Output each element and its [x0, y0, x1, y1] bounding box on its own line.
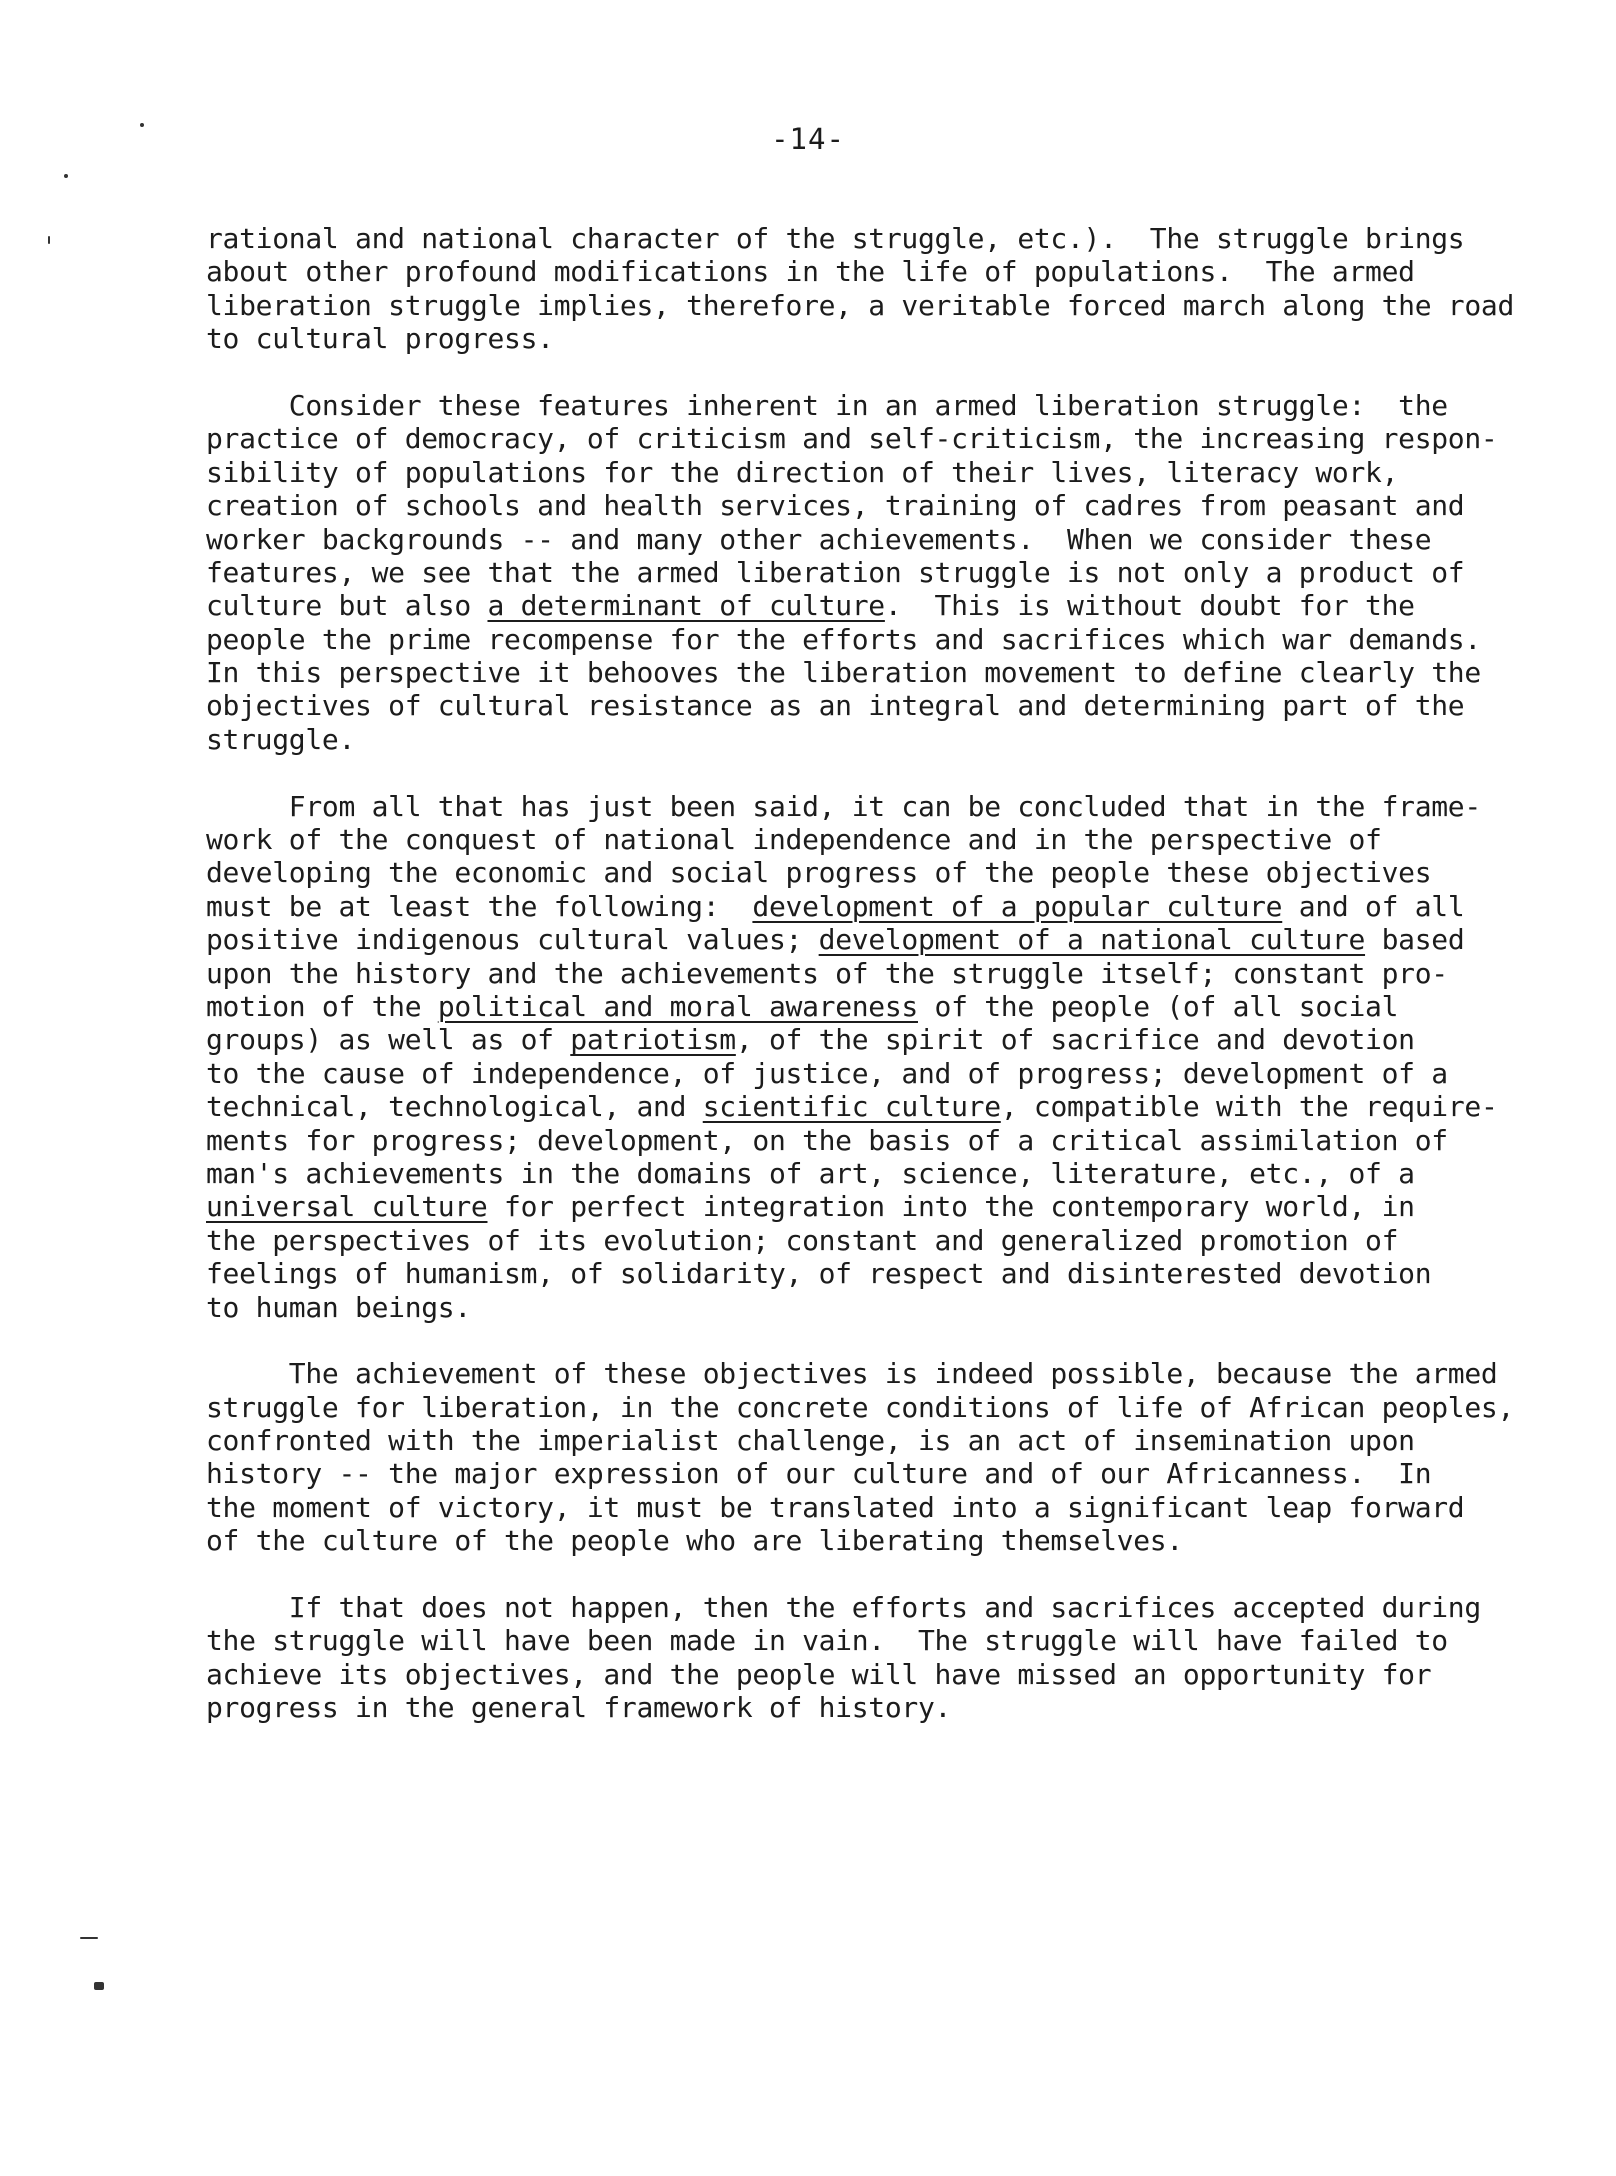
page-number: -14- [771, 122, 845, 156]
text-line: rational and national character of the struggle, etc.). The struggle brings [206, 222, 1465, 255]
text-line: people the prime recompense for the efforts and sacrifices which war demands. [206, 622, 1481, 656]
scan-speck [48, 236, 50, 244]
text-line: In this perspective it behooves the liberation movement to define clearly the [206, 656, 1481, 690]
scan-speck [94, 1982, 104, 1990]
text-line: to the cause of independence, of justice, and of progress; development of a [206, 1056, 1448, 1090]
text-line: liberation struggle implies, therefore, a veritable forced march along the road [206, 288, 1515, 322]
text-line [206, 1023, 1566, 1056]
text-line: to cultural progress. [206, 322, 554, 356]
text-line: sibility of populations for the direction of their lives, literacy work, [206, 455, 1399, 489]
text-line: If that does not happen, then the efforts and sacrifices accepted during [206, 1591, 1481, 1625]
text-line: Consider these features inherent in an armed liberation struggle: the [206, 388, 1448, 422]
underlined-phrase: universal culture [206, 1190, 488, 1224]
text-line: objectives of cultural resistance as an integral and determining part of the [206, 689, 1465, 723]
text-run: , of the spirit of sacrifice and devotion [735, 1023, 1415, 1057]
underlined-phrase: development of a popular culture [752, 889, 1283, 923]
text-line: to human beings. [206, 1290, 471, 1324]
underlined-phrase: development of a national culture [818, 923, 1366, 957]
paragraph [206, 222, 1566, 356]
paragraph [206, 389, 1566, 756]
text-line: man's achievements in the domains of art, science, literature, etc., of a [206, 1156, 1415, 1190]
text-line [206, 923, 1566, 956]
text-line: upon the history and the achievements of the struggle itself; constant pro- [206, 956, 1448, 990]
text-line: confronted with the imperialist challenge, is an act of insemination upon [206, 1424, 1415, 1458]
text-run: technical, technological, and [206, 1090, 703, 1124]
text-line: developing the economic and social progress of the people these objectives [206, 856, 1432, 890]
text-run: must be at least the following: [206, 889, 753, 923]
text-run: for perfect integration into the contemporary world, in [487, 1190, 1415, 1224]
underlined-phrase: patriotism [570, 1023, 736, 1057]
text-line: the struggle will have been made in vain. The struggle will have failed to [206, 1624, 1448, 1658]
text-line: the perspectives of its evolution; constant and generalized promotion of [206, 1223, 1399, 1257]
paragraph [206, 1357, 1566, 1557]
text-run: , compatible with the require- [1000, 1090, 1498, 1124]
text-line [206, 1190, 1566, 1223]
text-line: practice of democracy, of criticism and self-criticism, the increasing respon- [206, 422, 1498, 456]
text-run: of the people (of all social [917, 989, 1399, 1023]
scan-speck [80, 1937, 98, 1939]
text-line: history -- the major expression of our culture and of our Africanness. In [206, 1457, 1432, 1491]
underlined-phrase: political and moral awareness [437, 989, 918, 1023]
paragraph [206, 790, 1566, 1324]
text-line: creation of schools and health services, training of cadres from peasant and [206, 489, 1465, 523]
text-line: of the culture of the people who are liberating themselves. [206, 1524, 1183, 1558]
text-line: ments for progress; development, on the basis of a critical assimilation of [206, 1123, 1448, 1157]
underlined-phrase: scientific culture [702, 1090, 1001, 1124]
paragraph [206, 1591, 1566, 1725]
text-line: From all that has just been said, it can be concluded that in the frame- [206, 789, 1481, 823]
text-line: features, we see that the armed liberation struggle is not only a product of [206, 555, 1465, 589]
text-line: feelings of humanism, of solidarity, of respect and disinterested devotion [206, 1257, 1432, 1291]
text-run: culture but also [206, 589, 488, 623]
text-line: about other profound modifications in the life of populations. The armed [206, 255, 1415, 289]
text-line [206, 890, 1566, 923]
text-line: work of the conquest of national independence and in the perspective of [206, 823, 1382, 857]
text-run: groups) as well as of [206, 1023, 571, 1057]
text-line: progress in the general framework of history. [206, 1691, 952, 1725]
text-line: achieve its objectives, and the people will have missed an opportunity for [206, 1657, 1432, 1691]
text-run: and of all [1282, 889, 1465, 923]
scan-speck [64, 174, 68, 178]
text-run: motion of the [206, 989, 438, 1023]
text-line [206, 589, 1566, 622]
underlined-phrase: a determinant of culture [487, 589, 885, 623]
text-line: struggle for liberation, in the concrete conditions of life of African peoples, [206, 1390, 1515, 1424]
text-line: worker backgrounds -- and many other achievements. When we consider these [206, 522, 1432, 556]
text-run: based [1365, 923, 1465, 957]
text-run: . This is without doubt for the [884, 589, 1415, 623]
document-body [206, 222, 1566, 1725]
text-run: positive indigenous cultural values; [206, 923, 819, 957]
text-line [206, 1090, 1566, 1123]
text-line: struggle. [206, 722, 356, 756]
text-line: the moment of victory, it must be translated into a significant leap forward [206, 1490, 1465, 1524]
text-line [206, 990, 1566, 1023]
text-line: The achievement of these objectives is indeed possible, because the armed [206, 1357, 1498, 1391]
scan-speck [140, 123, 144, 127]
